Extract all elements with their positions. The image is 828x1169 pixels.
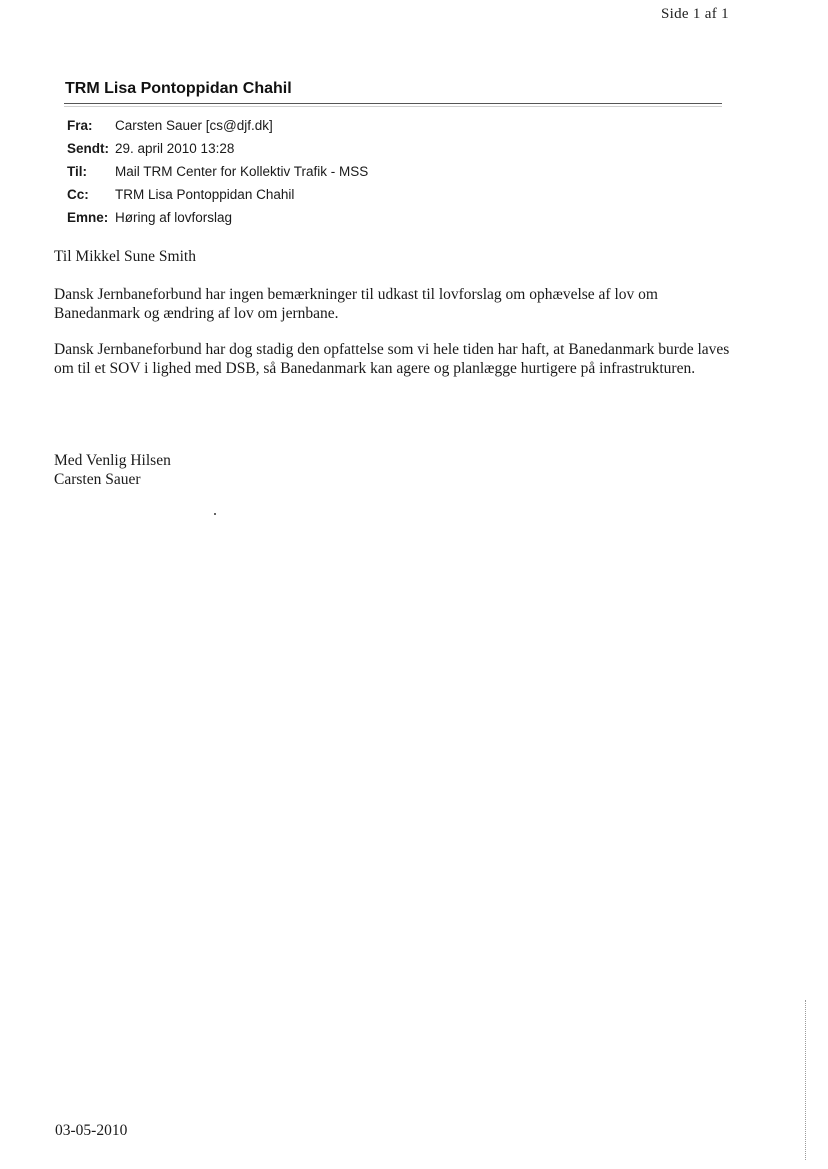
signoff: Med Venlig Hilsen <box>54 452 171 469</box>
header-from-value: Carsten Sauer [cs@djf.dk] <box>115 118 273 133</box>
scan-speck <box>214 513 216 515</box>
scan-edge-line <box>805 1000 806 1160</box>
header-from-label: Fra: <box>67 118 93 133</box>
body-paragraph-1: Dansk Jernbaneforbund har ingen bemærkninger til udkast til lovforslag om ophævelse af lov om Banedanmark og ændring af lov om jernbane. <box>54 286 658 322</box>
header-sent-value: 29. april 2010 13:28 <box>115 141 235 156</box>
header-to-label: Til: <box>67 164 87 179</box>
title-divider-shadow <box>64 106 722 107</box>
title-divider <box>64 103 722 104</box>
signoff-block <box>54 451 744 489</box>
header-cc-label: Cc: <box>67 187 89 202</box>
header-subject-value: Høring af lovforslag <box>115 210 233 225</box>
page-number: Side 1 af 1 <box>661 6 729 22</box>
mailbox-title: TRM Lisa Pontoppidan Chahil <box>65 80 292 97</box>
header-cc-value: TRM Lisa Pontoppidan Chahil <box>115 187 295 202</box>
greeting: Til Mikkel Sune Smith <box>54 248 196 265</box>
signature-name: Carsten Sauer <box>54 471 141 488</box>
header-sent-label: Sendt: <box>67 141 109 156</box>
footer-date: 03-05-2010 <box>55 1122 128 1139</box>
header-to-value: Mail TRM Center for Kollektiv Trafik - MSS <box>115 164 369 179</box>
body-paragraph-2: Dansk Jernbaneforbund har dog stadig den opfattelse som vi hele tiden har haft, at Banedanmark burde laves om til et SOV i lighed med DSB, så Banedanmark kan agere og planlægge hurtigere på infrastrukturen. <box>54 341 730 377</box>
header-subject-label: Emne: <box>67 210 109 225</box>
